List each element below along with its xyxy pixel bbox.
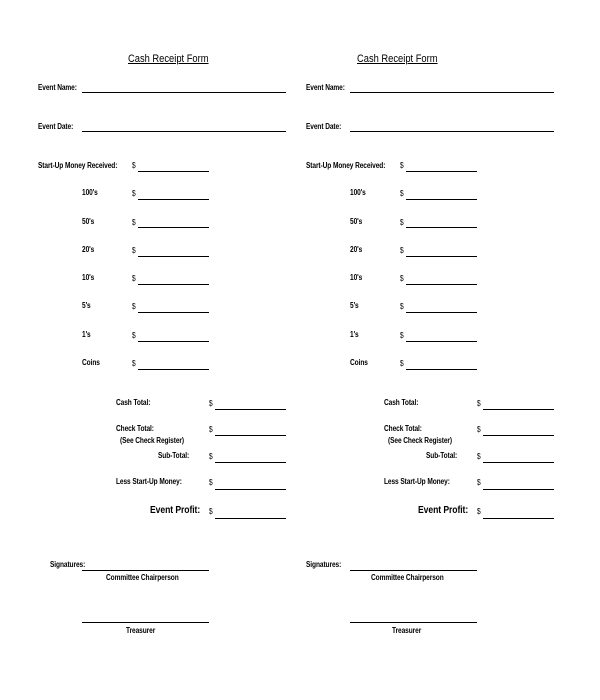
subtotal-label: Sub-Total:	[158, 451, 190, 460]
less-startup-label: Less Start-Up Money:	[384, 477, 450, 486]
currency-symbol: $	[132, 161, 136, 170]
check-total-label: Check Total:	[384, 424, 422, 433]
denomination-50-field[interactable]	[406, 227, 477, 228]
currency-symbol: $	[209, 452, 213, 461]
treasurer-signature-field[interactable]	[82, 622, 209, 623]
event-date-field[interactable]	[350, 131, 554, 132]
committee-signature-field[interactable]	[82, 570, 209, 571]
denomination-1-field[interactable]	[406, 341, 477, 342]
event-date-field[interactable]	[82, 131, 286, 132]
denomination-20-field[interactable]	[406, 256, 477, 257]
event-name-field[interactable]	[350, 92, 554, 93]
currency-symbol: $	[400, 189, 404, 198]
event-date-label: Event Date:	[306, 122, 342, 131]
less-startup-field[interactable]	[483, 489, 554, 490]
denomination-label: Coins	[350, 358, 368, 367]
coins-field[interactable]	[406, 369, 477, 370]
event-name-label: Event Name:	[306, 83, 345, 92]
committee-chairperson-label: Committee Chairperson	[371, 573, 444, 582]
subtotal-field[interactable]	[483, 462, 554, 463]
denomination-label: 50's	[82, 217, 95, 226]
denomination-label: 100's	[350, 188, 366, 197]
form-title: Cash Receipt Form	[128, 53, 209, 65]
event-profit-field[interactable]	[483, 518, 554, 519]
denomination-label: 10's	[350, 273, 363, 282]
currency-symbol: $	[209, 507, 213, 516]
denomination-5-field[interactable]	[138, 312, 209, 313]
currency-symbol: $	[400, 218, 404, 227]
denomination-10-field[interactable]	[138, 284, 209, 285]
signatures-label: Signatures:	[50, 560, 86, 569]
event-name-field[interactable]	[82, 92, 286, 93]
check-register-note: (See Check Register)	[388, 436, 452, 445]
startup-money-field[interactable]	[138, 171, 209, 172]
treasurer-signature-field[interactable]	[350, 622, 477, 623]
currency-symbol: $	[209, 425, 213, 434]
denomination-label: Coins	[82, 358, 100, 367]
denomination-label: 1's	[82, 330, 91, 339]
currency-symbol: $	[209, 478, 213, 487]
event-name-label: Event Name:	[38, 83, 77, 92]
cash-total-label: Cash Total:	[116, 398, 151, 407]
currency-symbol: $	[477, 425, 481, 434]
denomination-50-field[interactable]	[138, 227, 209, 228]
currency-symbol: $	[477, 507, 481, 516]
denomination-label: 50's	[350, 217, 363, 226]
denomination-5-field[interactable]	[406, 312, 477, 313]
startup-money-label: Start-Up Money Received:	[38, 161, 118, 170]
currency-symbol: $	[400, 331, 404, 340]
committee-chairperson-label: Committee Chairperson	[106, 573, 179, 582]
currency-symbol: $	[400, 161, 404, 170]
currency-symbol: $	[132, 246, 136, 255]
treasurer-label: Treasurer	[126, 626, 156, 635]
currency-symbol: $	[400, 359, 404, 368]
denomination-label: 1's	[350, 330, 359, 339]
currency-symbol: $	[400, 274, 404, 283]
currency-symbol: $	[132, 359, 136, 368]
currency-symbol: $	[132, 218, 136, 227]
currency-symbol: $	[209, 399, 213, 408]
currency-symbol: $	[132, 331, 136, 340]
treasurer-label: Treasurer	[392, 626, 422, 635]
currency-symbol: $	[477, 478, 481, 487]
event-profit-label: Event Profit:	[150, 504, 201, 516]
signatures-label: Signatures:	[306, 560, 342, 569]
currency-symbol: $	[477, 399, 481, 408]
event-profit-label: Event Profit:	[418, 504, 469, 516]
startup-money-label: Start-Up Money Received:	[306, 161, 386, 170]
less-startup-label: Less Start-Up Money:	[116, 477, 182, 486]
currency-symbol: $	[132, 274, 136, 283]
coins-field[interactable]	[138, 369, 209, 370]
committee-signature-field[interactable]	[350, 570, 477, 571]
denomination-label: 10's	[82, 273, 95, 282]
denomination-label: 5's	[350, 301, 359, 310]
form-title: Cash Receipt Form	[357, 53, 438, 65]
currency-symbol: $	[400, 246, 404, 255]
cash-receipt-form-right	[268, 0, 568, 700]
denomination-label: 100's	[82, 188, 98, 197]
denomination-label: 20's	[350, 245, 363, 254]
check-register-note: (See Check Register)	[120, 436, 184, 445]
currency-symbol: $	[132, 302, 136, 311]
event-date-label: Event Date:	[38, 122, 74, 131]
subtotal-label: Sub-Total:	[426, 451, 458, 460]
denomination-1-field[interactable]	[138, 341, 209, 342]
denomination-10-field[interactable]	[406, 284, 477, 285]
currency-symbol: $	[400, 302, 404, 311]
denomination-label: 20's	[82, 245, 95, 254]
currency-symbol: $	[132, 189, 136, 198]
check-total-label: Check Total:	[116, 424, 154, 433]
denomination-100-field[interactable]	[406, 199, 477, 200]
startup-money-field[interactable]	[406, 171, 477, 172]
check-total-field[interactable]	[483, 435, 554, 436]
cash-total-field[interactable]	[483, 409, 554, 410]
cash-total-label: Cash Total:	[384, 398, 419, 407]
currency-symbol: $	[477, 452, 481, 461]
denomination-100-field[interactable]	[138, 199, 209, 200]
denomination-label: 5's	[82, 301, 91, 310]
denomination-20-field[interactable]	[138, 256, 209, 257]
